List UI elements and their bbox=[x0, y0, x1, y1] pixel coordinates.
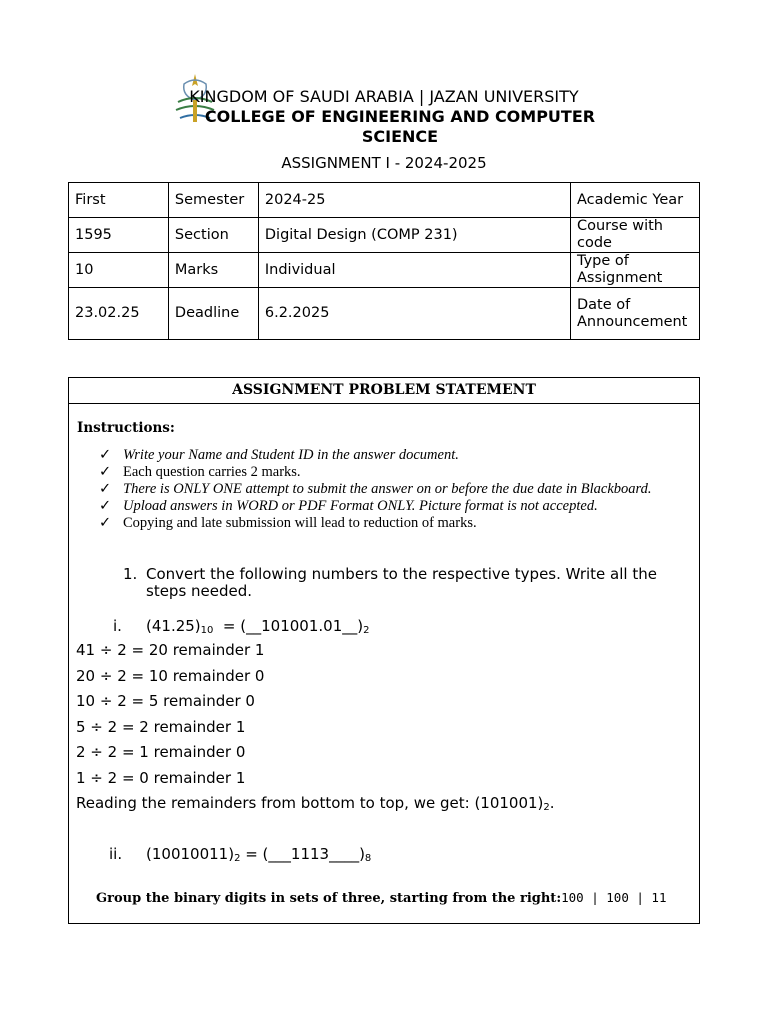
table-row bbox=[69, 288, 700, 340]
subquestion-i-number: i. bbox=[113, 617, 122, 635]
table-cell: 10 bbox=[69, 253, 169, 288]
table-cell: Deadline bbox=[168, 288, 258, 340]
table-cell: Academic Year bbox=[571, 183, 700, 218]
reading-remainders-text: Reading the remainders from bottom to top, we get: $(101001)_2$. bbox=[76, 794, 555, 813]
table-row bbox=[69, 253, 700, 288]
table-cell: Semester bbox=[168, 183, 258, 218]
instructions-heading: Instructions: bbox=[77, 420, 175, 436]
list-item: ✓ Copying and late submission will lead to reduction of marks. bbox=[99, 515, 477, 531]
check-icon: ✓ bbox=[99, 464, 112, 480]
division-step: 2 ÷ 2 = 1 remainder 0 bbox=[76, 743, 246, 761]
assignment-info-table bbox=[68, 182, 700, 340]
check-icon: ✓ bbox=[99, 498, 112, 514]
table-cell: Date of Announcement bbox=[571, 288, 700, 340]
table-row bbox=[69, 218, 700, 253]
header-line-college: COLLEGE OF ENGINEERING AND COMPUTER SCIENCE bbox=[204, 107, 596, 146]
table-cell: Section bbox=[168, 218, 258, 253]
header-line-kingdom: KINGDOM OF SAUDI ARABIA | JAZAN UNIVERSITY bbox=[189, 87, 579, 106]
table-cell: Type of Assignment bbox=[571, 253, 700, 288]
subquestion-i-expression: $(41.25)_{10}$ = $(\_\_101001.01\_\_)_2$ bbox=[146, 617, 370, 636]
list-item: ✓ There is ONLY ONE attempt to submit the answer on or before the due date in Blackboard. bbox=[99, 481, 652, 497]
table-cell: Individual bbox=[258, 253, 570, 288]
table-cell: Marks bbox=[168, 253, 258, 288]
question-1-text-cont: steps needed. bbox=[146, 582, 253, 600]
problem-statement-box bbox=[68, 377, 700, 924]
table-cell: 1595 bbox=[69, 218, 169, 253]
problem-statement-title: ASSIGNMENT PROBLEM STATEMENT bbox=[69, 378, 699, 404]
list-item: ✓ Each question carries 2 marks. bbox=[99, 464, 301, 480]
instructions-list bbox=[99, 447, 652, 532]
table-row bbox=[69, 183, 700, 218]
division-step: 41 ÷ 2 = 20 remainder 1 bbox=[76, 641, 265, 659]
division-step: 10 ÷ 2 = 5 remainder 0 bbox=[76, 692, 255, 710]
subquestion-ii-expression: $(10010011)_2$ = $(\_\_\_1113\_\_\_\_)_8$ bbox=[146, 845, 372, 864]
question-1-text: Convert the following numbers to the respective types. Write all the bbox=[146, 565, 657, 583]
list-item: ✓ Upload answers in WORD or PDF Format ONLY. Picture format is not accepted. bbox=[99, 498, 598, 514]
grouping-code: 100 | 100 | 11 bbox=[561, 890, 667, 905]
table-cell: Course with code bbox=[571, 218, 700, 253]
check-icon: ✓ bbox=[99, 481, 112, 497]
table-cell: First bbox=[69, 183, 169, 218]
check-icon: ✓ bbox=[99, 447, 112, 463]
check-icon: ✓ bbox=[99, 515, 112, 531]
table-cell: 23.02.25 bbox=[69, 288, 169, 340]
division-step: 1 ÷ 2 = 0 remainder 1 bbox=[76, 769, 246, 787]
question-1-number: 1. bbox=[123, 565, 138, 583]
table-cell: 6.2.2025 bbox=[258, 288, 570, 340]
header-line-assignment: ASSIGNMENT I - 2024-2025 bbox=[281, 154, 487, 172]
table-cell: 2024-25 bbox=[258, 183, 570, 218]
subquestion-ii-number: ii. bbox=[109, 845, 123, 863]
division-step: 5 ÷ 2 = 2 remainder 1 bbox=[76, 718, 246, 736]
table-cell: Digital Design (COMP 231) bbox=[258, 218, 570, 253]
grouping-instruction: Group the binary digits in sets of three, starting from the right:100 | 100 | 11 bbox=[96, 890, 667, 906]
division-step: 20 ÷ 2 = 10 remainder 0 bbox=[76, 667, 265, 685]
list-item: ✓ Write your Name and Student ID in the answer document. bbox=[99, 447, 459, 463]
